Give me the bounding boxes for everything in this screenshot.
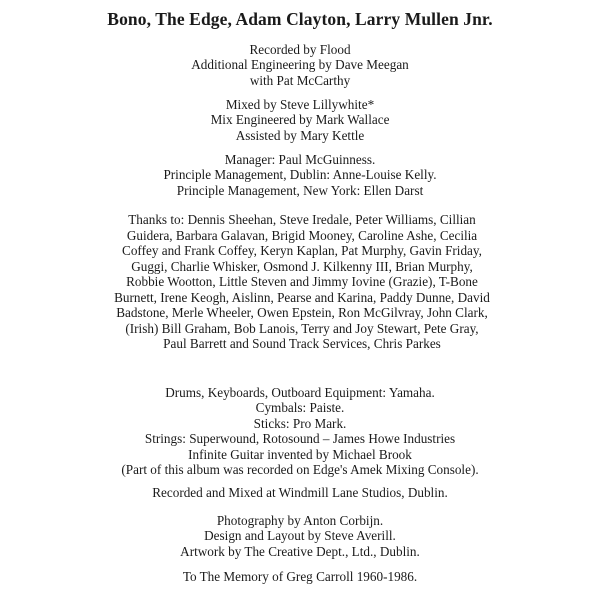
management-credit-line: Principle Management, Dublin: Anne-Louise Kelly.: [163, 167, 437, 183]
recording-credits: [0, 42, 600, 88]
equipment-credit-line: Sticks: Pro Mark.: [253, 415, 347, 431]
artwork-credits: [0, 513, 600, 559]
recording-credit-line: Additional Engineering by Dave Meegan: [191, 57, 409, 73]
management-credits: [0, 152, 600, 198]
thanks-line: Badstone, Merle Wheeler, Owen Epstein, Ron McGilvray, John Clark,: [116, 305, 488, 320]
thanks-line: Robbie Wootton, Little Steven and Jimmy Iovine (Grazie), T-Bone: [126, 274, 478, 289]
management-credit-line: Principle Management, New York: Ellen Darst: [176, 182, 424, 198]
equipment-credit-line: (Part of this album was recorded on Edge's Amek Mixing Console).: [121, 462, 479, 478]
thanks-line: Coffey and Frank Coffey, Keryn Kaplan, Pat Murphy, Gavin Friday,: [122, 243, 482, 258]
thanks-line: Thanks to: Dennis Sheehan, Steve Iredale, Peter Williams, Cillian: [128, 212, 476, 227]
mixing-credits: [0, 97, 600, 143]
studio-credit: [0, 485, 600, 500]
recording-credit-line: with Pat McCarthy: [249, 72, 351, 88]
mixing-credit-line: Assisted by Mary Kettle: [235, 127, 365, 143]
equipment-credit-line: Strings: Superwound, Rotosound – James Howe Industries: [144, 431, 456, 447]
band-members-title: Bono, The Edge, Adam Clayton, Larry Mullen Jnr.: [107, 9, 493, 29]
mixing-credit-line: Mix Engineered by Mark Wallace: [210, 112, 390, 128]
thanks-line: Guidera, Barbara Galavan, Brigid Mooney, Caroline Ashe, Cecilia: [126, 227, 478, 243]
equipment-credit-line: Drums, Keyboards, Outboard Equipment: Yamaha.: [165, 385, 435, 400]
artwork-credit-line: Artwork by The Creative Dept., Ltd., Dublin.: [180, 543, 420, 559]
thanks-line: Burnett, Irene Keogh, Aislinn, Pearse and Karina, Paddy Dunne, David: [114, 289, 490, 305]
artwork-credit-line: Design and Layout by Steve Averill.: [204, 528, 396, 544]
mixing-credit-line: Mixed by Steve Lillywhite*: [225, 97, 375, 112]
equipment-credit-line: Infinite Guitar invented by Michael Brook: [188, 446, 412, 462]
equipment-credits: [0, 385, 600, 477]
thanks-list: [97, 212, 507, 352]
memorial-line: To The Memory of Greg Carroll 1960-1986.: [182, 569, 418, 584]
memorial-dedication: [0, 569, 600, 584]
thanks-line: Guggi, Charlie Whisker, Osmond J. Kilkenny III, Brian Murphy,: [131, 258, 473, 274]
recording-credit-line: Recorded by Flood: [249, 42, 351, 57]
artwork-credit-line: Photography by Anton Corbijn.: [216, 513, 384, 528]
equipment-credit-line: Cymbals: Paiste.: [255, 400, 345, 416]
thanks-line: Paul Barrett and Sound Track Services, Chris Parkes: [163, 336, 441, 351]
studio-credit-line: Recorded and Mixed at Windmill Lane Studios, Dublin.: [152, 485, 448, 500]
thanks-line: (Irish) Bill Graham, Bob Lanois, Terry and Joy Stewart, Pete Gray,: [125, 320, 479, 336]
management-credit-line: Manager: Paul McGuinness.: [224, 152, 376, 167]
